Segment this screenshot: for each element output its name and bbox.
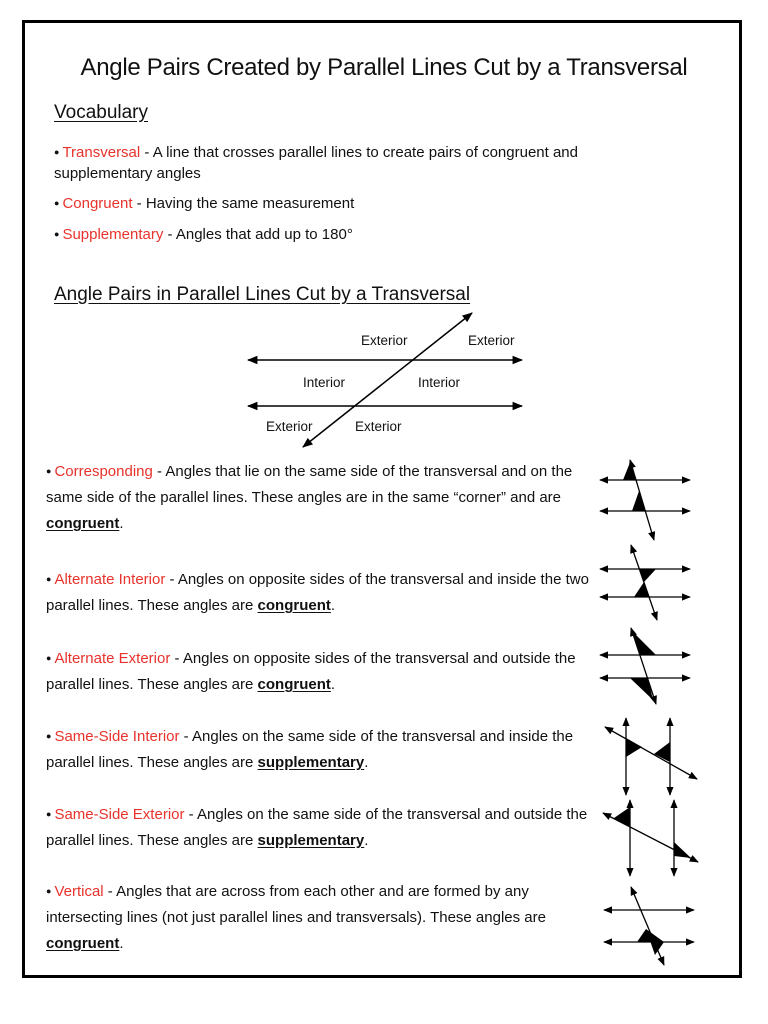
pair-text: - Angles on opposite sides of the transversal and inside the two parallel lines. These angles are — [46, 571, 589, 614]
bullet-icon: ● — [46, 809, 52, 819]
pair-text: - Angles on opposite sides of the transversal and outside the parallel lines. These angles are — [46, 650, 576, 693]
pair-key-term: congruent — [257, 597, 331, 614]
vocab-definition: - Having the same measurement — [132, 195, 355, 212]
page-title: Angle Pairs Created by Parallel Lines Cut by a Transversal — [80, 54, 688, 81]
vocab-definition: - A line that crosses parallel lines to create pairs of congruent and supplementary angles — [54, 144, 578, 182]
label-exterior-bottom-right: Exterior — [355, 419, 402, 434]
vocab-term: Supplementary — [62, 226, 164, 243]
bullet-icon: ● — [46, 886, 52, 896]
same-side-exterior-angles-icon — [603, 800, 698, 876]
bullet-icon: ● — [54, 198, 60, 208]
bullet-icon: ● — [46, 574, 52, 584]
bullet-icon: ● — [46, 653, 52, 663]
pair-key-term: supplementary — [257, 754, 365, 771]
bullet-icon: ● — [54, 229, 60, 239]
label-exterior-top-right: Exterior — [468, 333, 515, 348]
transversal-line — [303, 313, 472, 447]
pair-period: . — [330, 676, 336, 693]
pair-period: . — [364, 832, 369, 849]
label-exterior-bottom-left: Exterior — [266, 419, 313, 434]
vocab-term: Congruent — [62, 195, 133, 212]
pair-key-term: congruent — [46, 935, 120, 952]
pair-text: - Angles that are across from each other and are formed by any intersecting lines (not just parallel lines and transversals). These angles are — [46, 883, 546, 926]
main-parallel-lines-diagram — [248, 313, 522, 447]
pair-period: . — [330, 597, 336, 614]
vocabulary-heading: Vocabulary — [54, 102, 149, 123]
pair-term: Same-Side Exterior — [54, 806, 185, 823]
pair-term: Vertical — [54, 883, 104, 900]
same-side-interior-angles-icon — [605, 718, 697, 795]
label-exterior-top-left: Exterior — [361, 333, 408, 348]
bullet-icon: ● — [46, 466, 52, 476]
bullet-icon: ● — [46, 731, 52, 741]
pair-term: Same-Side Interior — [54, 728, 180, 745]
pair-text: - Angles on the same side of the transversal and outside the parallel lines. These angles are — [46, 806, 588, 849]
pair-period: . — [364, 754, 369, 771]
vocab-definition: - Angles that add up to 180° — [163, 226, 353, 243]
diagram-heading: Angle Pairs in Parallel Lines Cut by a Transversal — [54, 284, 471, 305]
bullet-icon: ● — [54, 147, 60, 157]
pair-text: - Angles on the same side of the transversal and inside the parallel lines. These angles are — [46, 728, 574, 771]
vertical-angles-icon — [604, 887, 694, 965]
pair-key-term: congruent — [257, 676, 331, 693]
alternate-interior-angles-icon — [600, 545, 690, 620]
pair-text: - Angles that lie on the same side of the transversal and on the same side of the parallel lines. These angles are in the same “corner” and are — [46, 463, 573, 506]
alternate-exterior-angles-icon — [600, 628, 690, 704]
pair-term: Alternate Interior — [54, 571, 166, 588]
label-interior-right: Interior — [418, 375, 461, 390]
pair-term: Alternate Exterior — [54, 650, 171, 667]
pair-key-term: supplementary — [257, 832, 365, 849]
corresponding-angles-icon — [600, 460, 690, 540]
pair-key-term: congruent — [46, 515, 120, 532]
pair-period: . — [119, 515, 124, 532]
label-interior-left: Interior — [303, 375, 346, 390]
pair-period: . — [119, 935, 124, 952]
vocab-term: Transversal — [62, 144, 141, 161]
pair-term: Corresponding — [54, 463, 153, 480]
